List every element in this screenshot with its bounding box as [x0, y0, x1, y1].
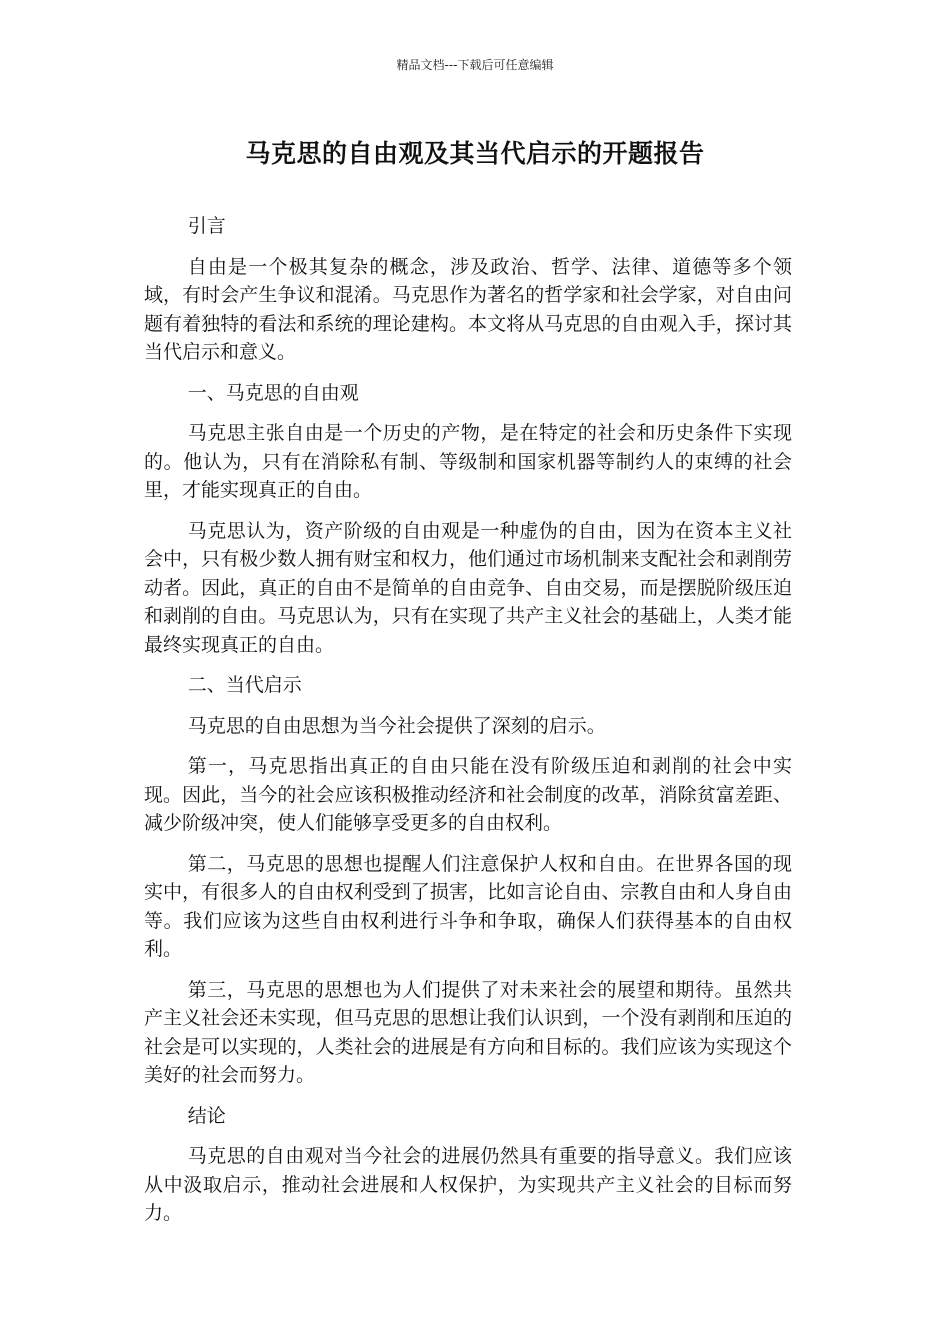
paragraph-conclusion: 马克思的自由观对当今社会的进展仍然具有重要的指导意义。我们应该从中汲取启示，推动社会进展和人权保护，为实现共产主义社会的目标而努力。: [144, 1145, 792, 1224]
paragraph-contemporary-intro: 马克思的自由思想为当今社会提供了深刻的启示。: [187, 714, 606, 737]
paragraph-intro: 自由是一个极其复杂的概念，涉及政治、哲学、法律、道德等多个领域，有时会产生争议和混淆。马克思作为著名的哲学家和社会学家，对自由问题有着独特的看法和系统的理论建构。本文将从马克思的自由观入手，探讨其当代启示和意义。: [144, 255, 792, 363]
paragraph-contemporary-first: 第一，马克思指出真正的自由只能在没有阶级压迫和剥削的社会中实现。因此，当今的社会应该积极推动经济和社会制度的改革，消除贫富差距、减少阶级冲突，使人们能够享受更多的自由权利。: [144, 755, 792, 834]
section-heading-conclusion: 结论: [187, 1104, 226, 1127]
header-note: 精品文档---下载后可任意编辑: [396, 58, 554, 72]
section-heading-marx-freedom: 一、马克思的自由观: [187, 381, 359, 404]
paragraph-marx-freedom-2: 马克思认为，资产阶级的自由观是一种虚伪的自由，因为在资本主义社会中，只有极少数人拥有财宝和权力，他们通过市场机制来支配社会和剥削劳动者。因此，真正的自由不是简单的自由竞争、自由交易，而是摆脱阶级压迫和剥削的自由。马克思认为，只有在实现了共产主义社会的基础上，人类才能最终实现真正的自由。: [144, 519, 792, 656]
section-heading-intro: 引言: [187, 215, 226, 237]
paragraph-marx-freedom-1: 马克思主张自由是一个历史的产物，是在特定的社会和历史条件下实现的。他认为，只有在消除私有制、等级制和国家机器等制约人的束缚的社会里，才能实现真正的自由。: [144, 422, 792, 501]
paragraph-contemporary-second: 第二，马克思的思想也提醒人们注意保护人权和自由。在世界各国的现实中，有很多人的自由权利受到了损害，比如言论自由、宗教自由和人身自由等。我们应该为这些自由权利进行斗争和争取，确保人们获得基本的自由权利。: [144, 852, 792, 960]
document-title: 马克思的自由观及其当代启示的开题报告: [245, 139, 705, 168]
paragraph-contemporary-third: 第三，马克思的思想也为人们提供了对未来社会的展望和期待。虽然共产主义社会还未实现，但马克思的思想让我们认识到，一个没有剥削和压迫的社会是可以实现的，人类社会的进展是有方向和目标的。我们应该为实现这个美好的社会而努力。: [144, 978, 792, 1086]
section-heading-contemporary: 二、当代启示: [187, 674, 302, 696]
document-body: [144, 212, 792, 1240]
